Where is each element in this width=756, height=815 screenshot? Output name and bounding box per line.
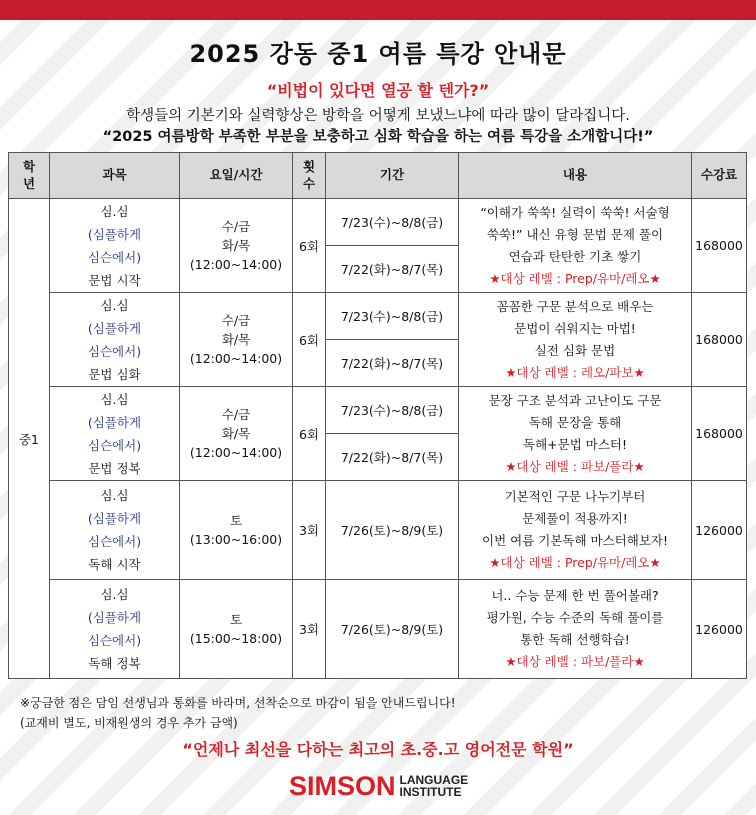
time-cell: 토 (15:00~18:00): [180, 580, 293, 679]
header-grade: 학 년: [9, 153, 50, 199]
header-count: 횟 수: [293, 153, 326, 199]
content-cell: “이해가 쑥쑥! 실력이 쑥쑥! 서술형 쑥쑥!” 내신 유형 문법 문제 풀이 연습과 탄탄한 기초 쌓기 ★대상 레벨 : Prep/유마/레오★: [459, 199, 692, 293]
period-cell: 7/22(화)~8/7(목): [326, 434, 459, 481]
header-content: 내용: [459, 153, 692, 199]
period-cell: 7/23(수)~8/8(금): [326, 199, 459, 246]
subject-cell: 심.심 (심플하게 심슨에서) 문법 시작: [50, 199, 180, 293]
table-row: [9, 293, 747, 340]
closing-slogan: “언제나 최선을 다하는 최고의 초.중.고 영어전문 학원”: [182, 740, 574, 759]
period-cell: 7/22(화)~8/7(목): [326, 340, 459, 387]
header-period: 기간: [326, 153, 459, 199]
table-row: [9, 387, 747, 434]
count-cell: 3회: [293, 481, 326, 580]
count-cell: 6회: [293, 199, 326, 293]
note-deadline: ※궁금한 점은 담임 선생님과 통화를 바라며, 선착순으로 마감이 됨을 안내드립니다!: [20, 696, 456, 710]
footer-notes: [20, 693, 456, 733]
table-row: [9, 199, 747, 246]
slogan: “비법이 있다면 열공 할 텐가?”: [266, 81, 490, 100]
top-accent-bar: [0, 0, 756, 20]
subject-cell: 심.심 (심플하게 심슨에서) 독해 정복: [50, 580, 180, 679]
time-cell: 수/금 화/목 (12:00~14:00): [180, 387, 293, 481]
subject-cell: 심.심 (심플하게 심슨에서) 문법 심화: [50, 293, 180, 387]
fee-cell: 168000: [692, 293, 747, 387]
content-cell: 문장 구조 분석과 고난이도 구문 독해 문장을 통해 독해+문법 마스터! ★대상 레벨 : 파보/플라★: [459, 387, 692, 481]
table-row: [9, 481, 747, 580]
page-title: 2025 강동 중1 여름 특강 안내문: [189, 40, 567, 68]
subject-cell: 심.심 (심플하게 심슨에서) 문법 정복: [50, 387, 180, 481]
time-cell: 토 (13:00~16:00): [180, 481, 293, 580]
header-time: 요일/시간: [180, 153, 293, 199]
subject-cell: 심.심 (심플하게 심슨에서) 독해 시작: [50, 481, 180, 580]
intro-line-2: “2025 여름방학 부족한 부분을 보충하고 심화 학습을 하는 여름 특강을 소개합니다!”: [102, 129, 654, 145]
fee-cell: 126000: [692, 481, 747, 580]
fee-cell: 126000: [692, 580, 747, 679]
content-cell: 기본적인 구문 나누기부터 문제풀이 적용까지! 이번 여름 기본독해 마스터해보자! ★대상 레벨 : Prep/유마/레오★: [459, 481, 692, 580]
count-cell: 6회: [293, 293, 326, 387]
period-cell: 7/23(수)~8/8(금): [326, 293, 459, 340]
time-cell: 수/금 화/목 (12:00~14:00): [180, 293, 293, 387]
fee-cell: 168000: [692, 387, 747, 481]
content-cell: 너.. 수능 문제 한 번 풀어볼래? 평가원, 수능 수준의 독해 풀이를 통한 독해 선행학습! ★대상 레벨 : 파보/플라★: [459, 580, 692, 679]
grade-cell: 중1: [9, 199, 50, 679]
period-cell: 7/26(토)~8/9(토): [326, 580, 459, 679]
header-subject: 과목: [50, 153, 180, 199]
note-textbook: (교재비 별도, 비재원생의 경우 추가 금액): [20, 716, 238, 730]
period-cell: 7/22(화)~8/7(목): [326, 246, 459, 293]
logo-subtitle: LANGUAGE INSTITUTE: [399, 773, 469, 799]
logo-brand: SIMSON: [289, 771, 396, 801]
count-cell: 3회: [293, 580, 326, 679]
table-row: [9, 580, 747, 679]
intro-line-1: 학생들의 기본기와 실력향상은 방학을 어떻게 보냈느냐에 따라 많이 달라집니다.: [126, 108, 630, 124]
header-fee: 수강료: [692, 153, 747, 199]
simson-logo: [289, 771, 468, 801]
schedule-table: [8, 152, 747, 679]
count-cell: 6회: [293, 387, 326, 481]
table-header-row: [9, 153, 747, 199]
fee-cell: 168000: [692, 199, 747, 293]
content-cell: 꼼꼼한 구문 분석으로 배우는 문법이 쉬워지는 마법! 실전 심화 문법 ★대상 레벨 : 레오/파보★: [459, 293, 692, 387]
time-cell: 수/금 화/목 (12:00~14:00): [180, 199, 293, 293]
period-cell: 7/23(수)~8/8(금): [326, 387, 459, 434]
period-cell: 7/26(토)~8/9(토): [326, 481, 459, 580]
